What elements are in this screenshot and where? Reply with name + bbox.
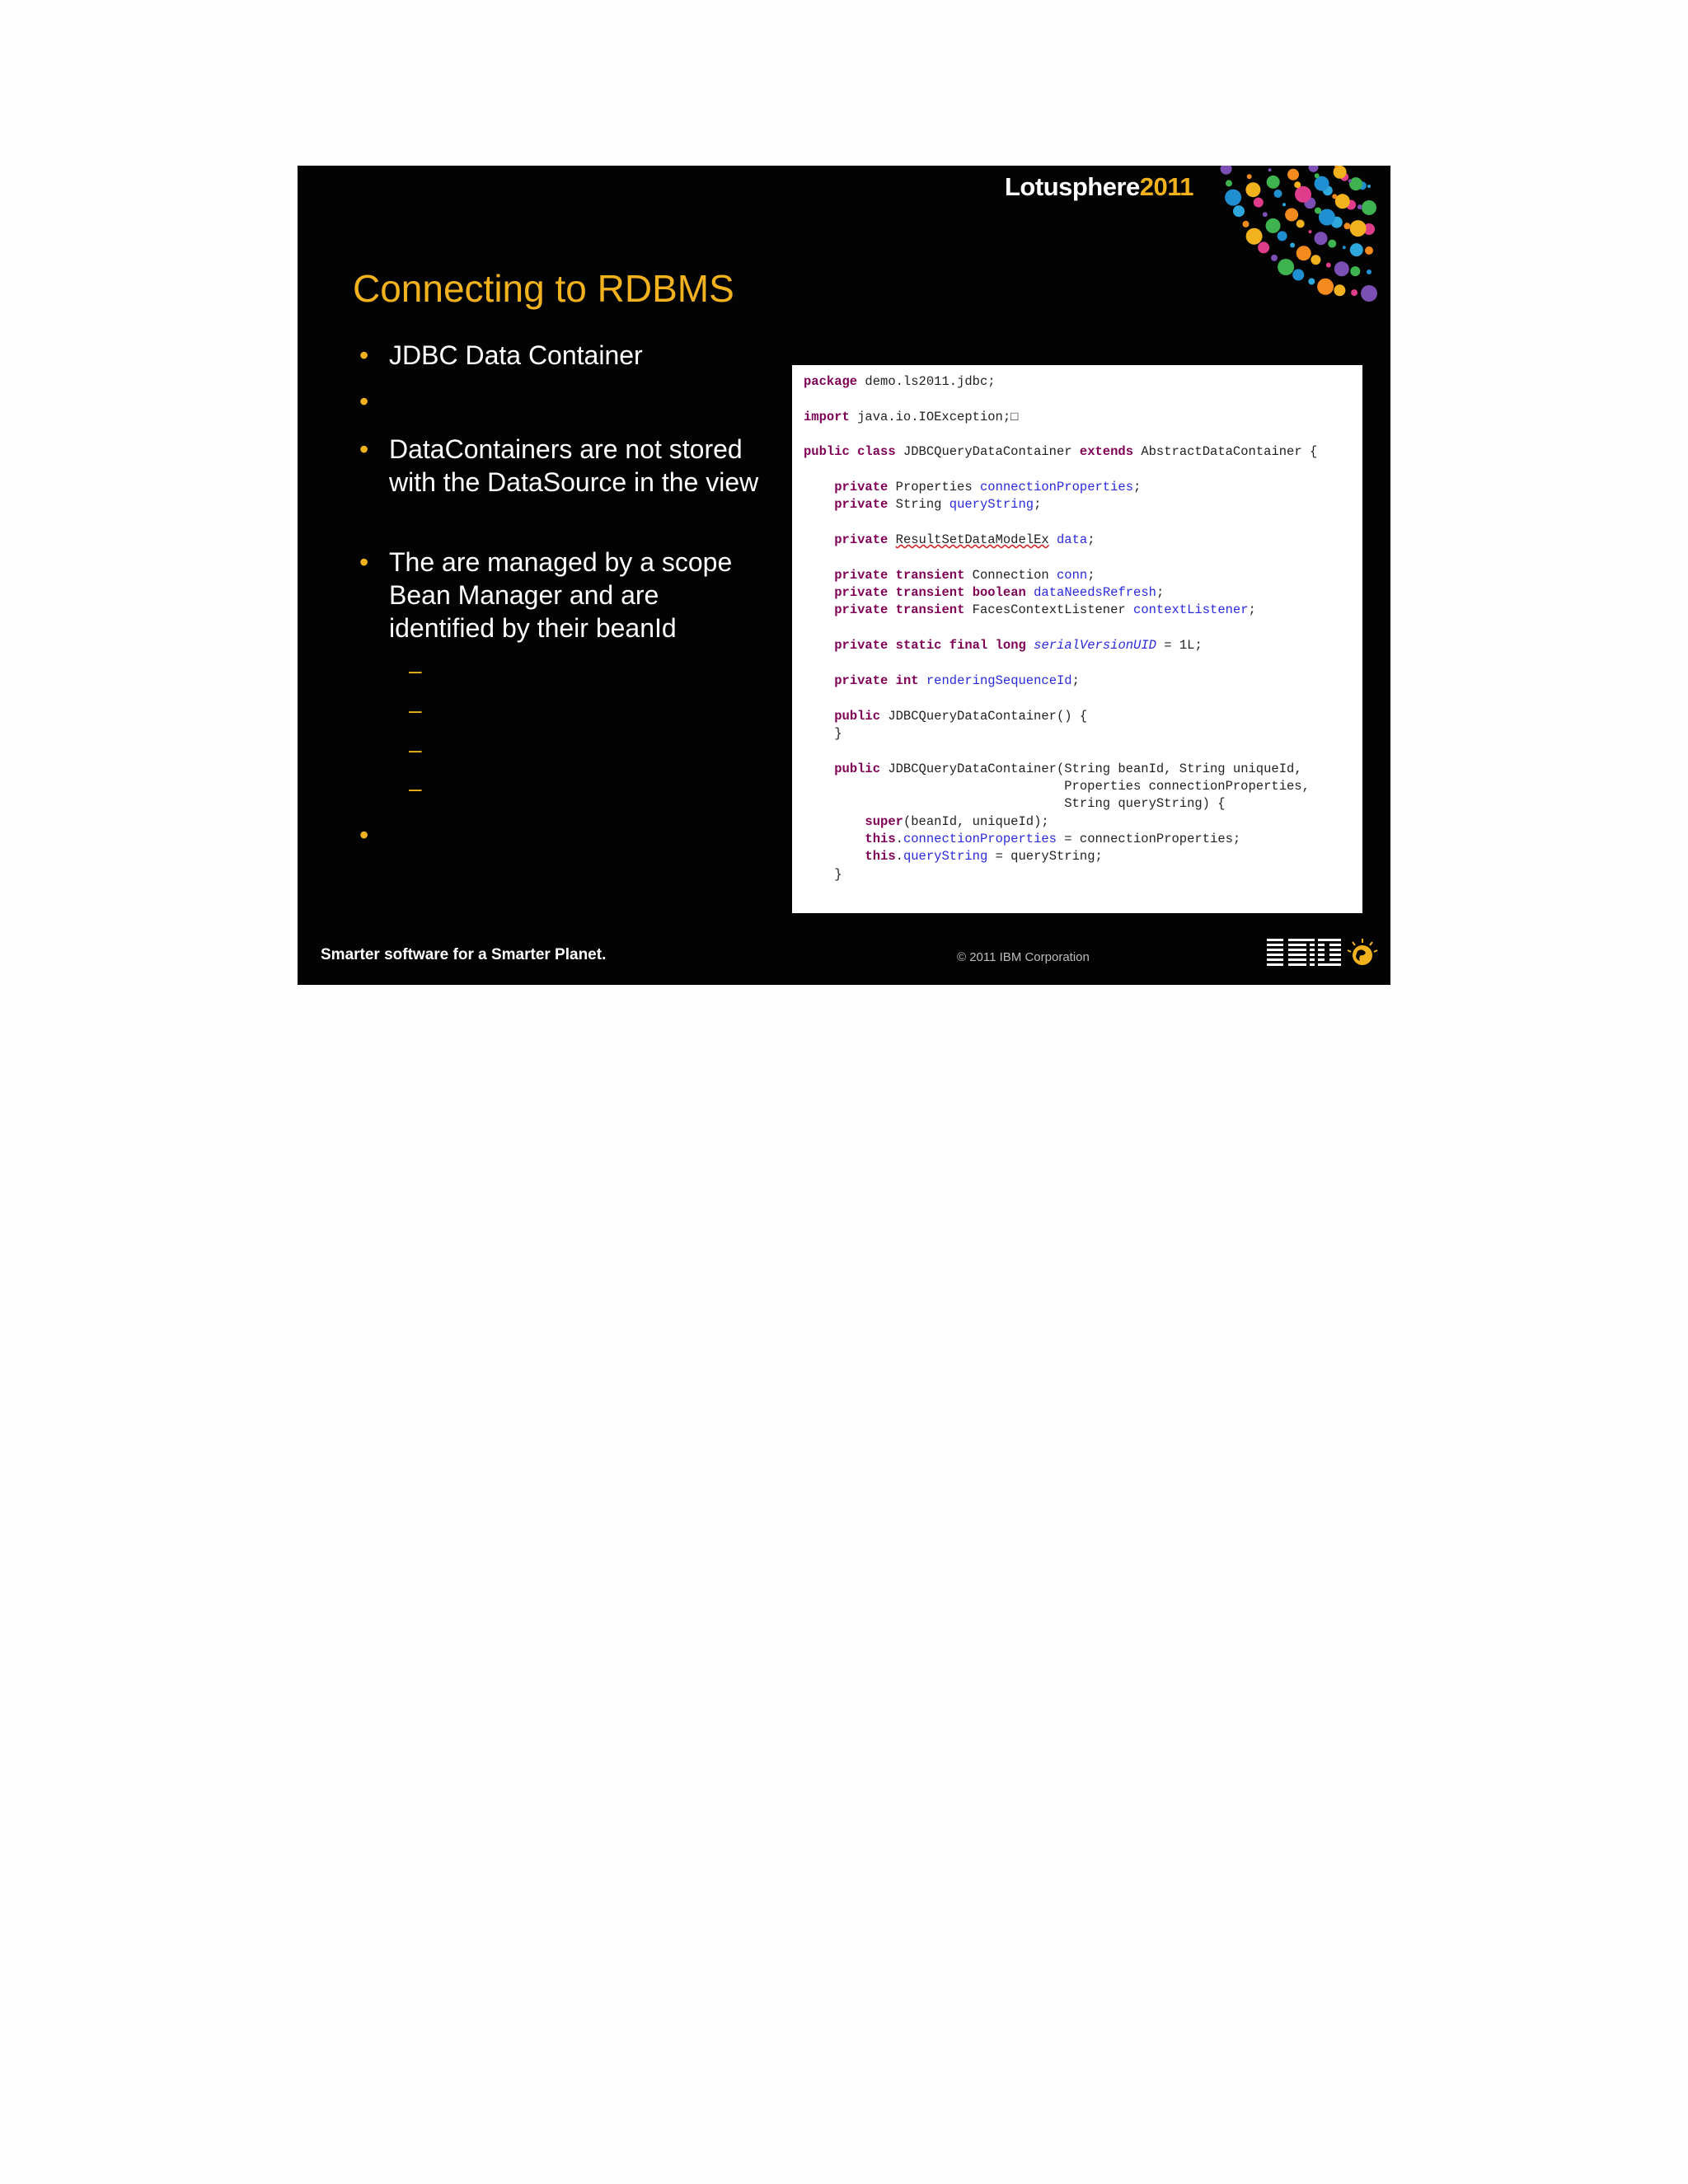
decorative-dot [1266, 218, 1281, 233]
decorative-dot [1334, 284, 1345, 296]
sub-bullet-marker: – [409, 697, 422, 723]
decorative-dot [1247, 174, 1252, 179]
decorative-dot [1294, 181, 1301, 188]
brand-event-name: Lotusphere [1005, 172, 1140, 201]
bullet-text: The are managed by a scope Bean Manager and are identified by their beanId [389, 547, 733, 643]
code-line: } [804, 866, 842, 882]
smarter-planet-icon [1346, 937, 1379, 970]
decorative-dot [1254, 198, 1264, 208]
decorative-dot [1334, 261, 1349, 276]
decorative-dot [1296, 246, 1311, 260]
ibm-logo [1267, 937, 1341, 970]
footer-tagline: Smarter software for a Smarter Planet. [321, 946, 607, 963]
lotusphere-logo [1005, 172, 1193, 202]
code-line: String queryString) { [804, 796, 1226, 812]
decorative-dot [1290, 243, 1295, 248]
code-line: public JDBCQueryDataContainer() { [834, 708, 1088, 724]
decorative-dot [1258, 241, 1269, 253]
decorative-dot [1351, 289, 1357, 296]
bullet-item [359, 433, 760, 499]
bullet-item [359, 339, 760, 372]
decorative-dot [1246, 228, 1263, 245]
brand-event-year: 2011 [1139, 172, 1194, 201]
bullet-marker: • [359, 340, 369, 370]
code-line: package demo.ls2011.jdbc; [804, 374, 996, 389]
code-screenshot [792, 365, 1362, 913]
bullet-marker: • [359, 387, 369, 416]
decorative-dot [1361, 285, 1377, 302]
decorative-dot [1326, 263, 1331, 268]
code-line: private ResultSetDataModelEx data; [834, 532, 1095, 548]
code-line: private transient boolean dataNeedsRefresh; [834, 585, 1165, 601]
decorative-dot [1245, 182, 1260, 197]
decorative-dot [1267, 176, 1280, 189]
decorative-dot [1296, 220, 1305, 228]
decorative-dot [1315, 173, 1320, 178]
decorative-dot [1295, 186, 1311, 203]
code-line: private static final long serialVersionUID = 1L; [834, 638, 1203, 654]
code-line: private transient FacesContextListener contextListener; [834, 602, 1256, 618]
decorative-dot [1365, 246, 1373, 255]
decorative-dot [1350, 243, 1363, 256]
decorative-dot [1268, 168, 1272, 171]
bullet-item [359, 546, 760, 644]
decorative-dot [1287, 169, 1299, 180]
decorative-dot [1367, 185, 1371, 188]
decorative-dot [1367, 269, 1372, 274]
decorative-dot [1343, 246, 1346, 249]
decorative-dots-arc [1192, 166, 1390, 314]
decorative-dot [1285, 209, 1298, 222]
bullet-marker: • [359, 547, 369, 577]
sub-bullet-marker: – [409, 776, 422, 801]
code-line: } [804, 725, 842, 741]
decorative-dot [1221, 166, 1232, 175]
decorative-dot [1226, 180, 1232, 186]
decorative-dot [1362, 200, 1376, 215]
decorative-dot [1315, 176, 1329, 191]
bullet-marker: • [359, 434, 369, 464]
decorative-dot [1350, 266, 1360, 276]
decorative-dot [1308, 279, 1315, 285]
decorative-dot [1344, 223, 1351, 229]
decorative-dot [1282, 203, 1286, 206]
code-line: private Properties connectionProperties; [834, 480, 1142, 495]
code-line: public JDBCQueryDataContainer(String beanId, String uniqueId, [834, 761, 1302, 776]
decorative-dot [1263, 212, 1268, 217]
code-line: Properties connectionProperties, [804, 778, 1310, 794]
bullet-marker: • [359, 820, 369, 850]
code-line: this.connectionProperties = connectionProperties; [865, 831, 1241, 846]
code-line: public class JDBCQueryDataContainer extends AbstractDataContainer { [804, 444, 1318, 460]
decorative-dot [1315, 232, 1328, 245]
decorative-dot [1243, 221, 1250, 227]
decorative-dot [1332, 194, 1337, 199]
decorative-dot [1309, 166, 1319, 172]
code-line: super(beanId, uniqueId); [865, 813, 1049, 829]
decorative-dot [1309, 230, 1312, 233]
decorative-dot [1335, 194, 1350, 209]
code-line: private int renderingSequenceId; [834, 673, 1080, 688]
decorative-dot [1319, 209, 1335, 226]
code-line: this.queryString = queryString; [865, 849, 1103, 865]
decorative-dot [1348, 180, 1352, 183]
code-line: private String queryString; [834, 497, 1042, 513]
sub-bullet-marker: – [409, 737, 422, 762]
presentation-slide [298, 166, 1390, 985]
bullet-text: JDBC Data Container [389, 340, 643, 370]
decorative-dot [1315, 208, 1321, 214]
decorative-dot [1328, 240, 1336, 248]
java-code-listing [792, 365, 1362, 883]
decorative-dot [1233, 205, 1245, 217]
code-line: private transient Connection conn; [834, 567, 1095, 583]
slide-title: Connecting to RDBMS [353, 267, 734, 310]
code-line: import java.io.IOException;□ [804, 409, 1019, 424]
decorative-dot [1350, 220, 1367, 237]
decorative-dot [1274, 190, 1282, 198]
footer-copyright: © 2011 IBM Corporation [957, 950, 1090, 964]
decorative-dot [1278, 259, 1294, 275]
bullet-text: DataContainers are not stored with the DataSource in the view [389, 434, 759, 497]
decorative-dot [1292, 269, 1304, 281]
sub-bullet-marker: – [409, 658, 422, 683]
decorative-dot [1225, 190, 1241, 206]
decorative-dot [1357, 204, 1362, 209]
decorative-dot [1271, 255, 1278, 261]
decorative-dot [1317, 279, 1334, 295]
decorative-dot [1349, 177, 1362, 190]
decorative-dot [1278, 231, 1287, 241]
decorative-dot [1311, 255, 1320, 265]
